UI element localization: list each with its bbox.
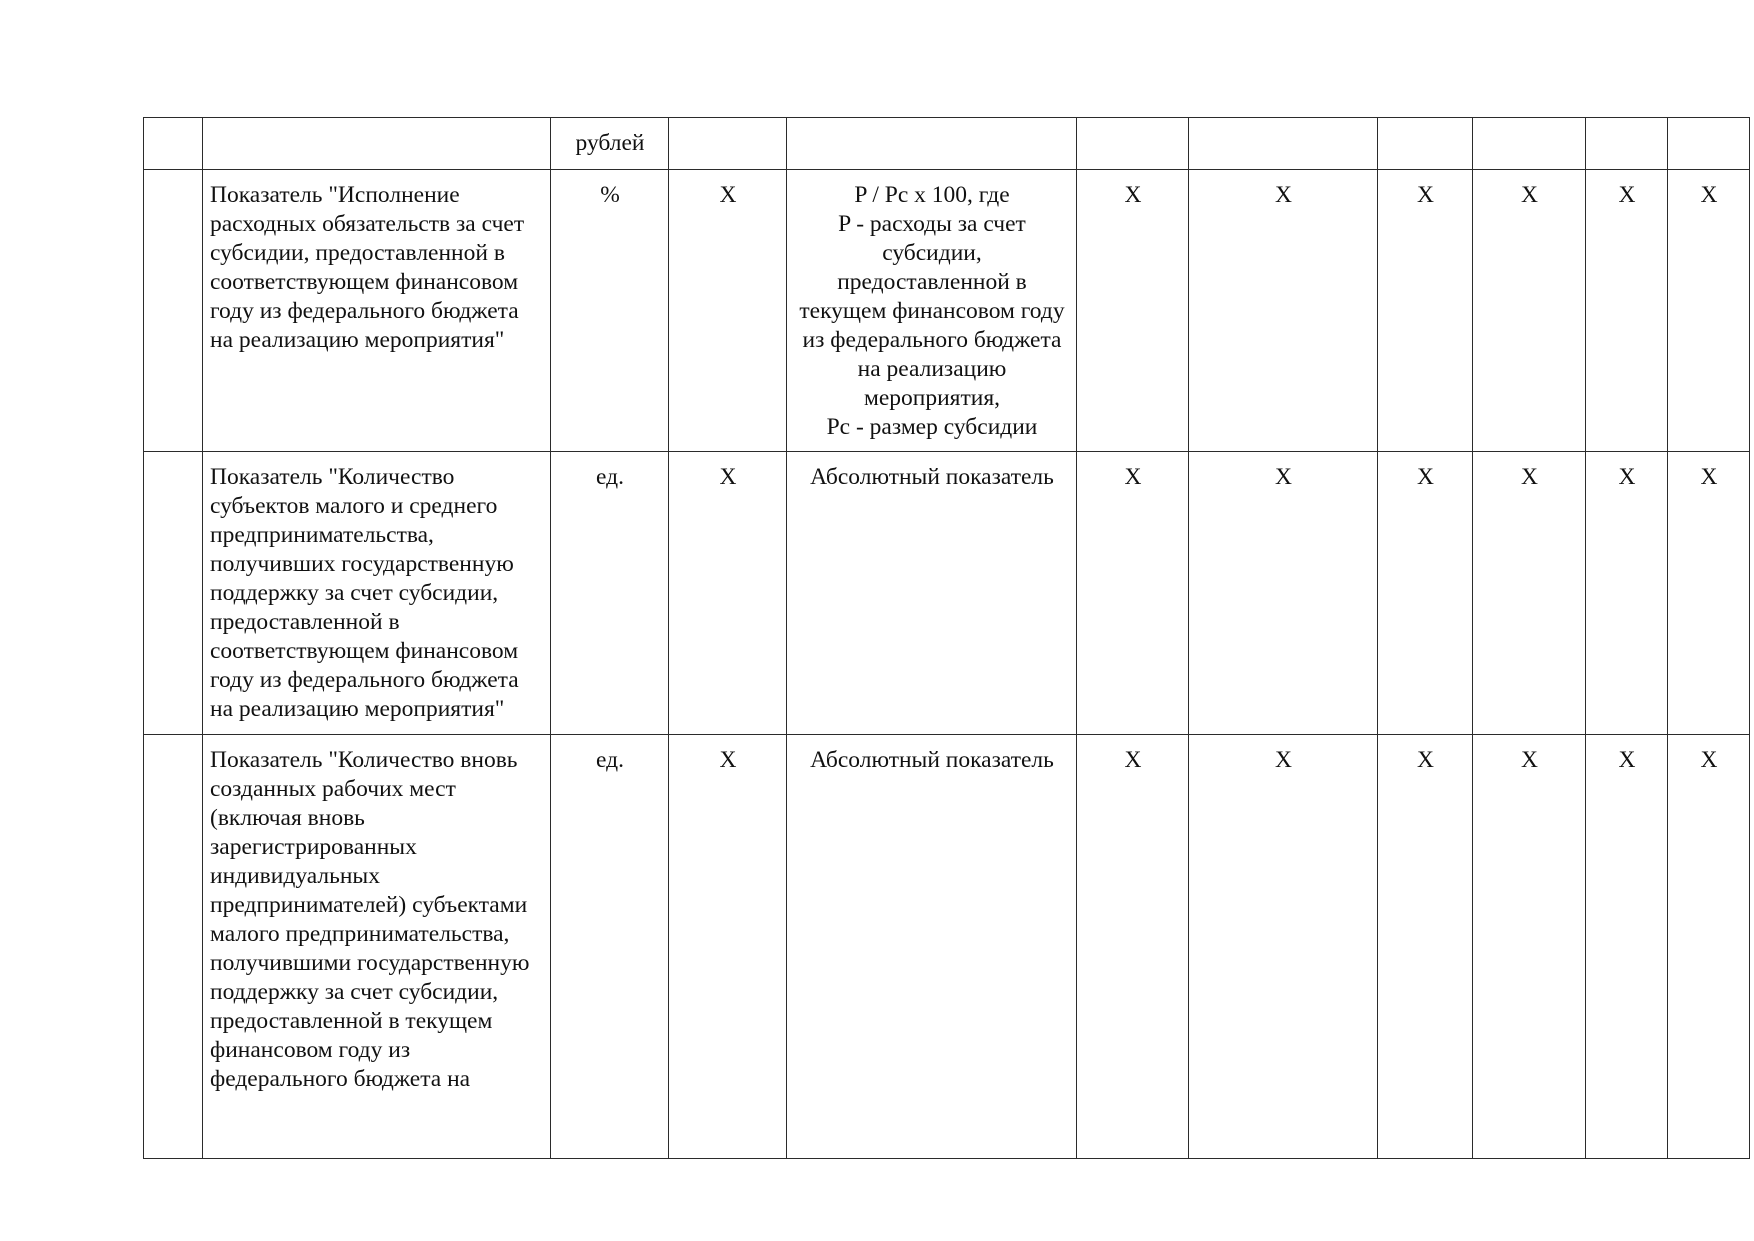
x-mark-cell: X xyxy=(669,735,787,1159)
x-mark-cell: X xyxy=(1586,735,1668,1159)
document-page xyxy=(143,117,1750,1159)
x-mark-cell: X xyxy=(1378,735,1473,1159)
x-mark-cell: X xyxy=(1189,735,1378,1159)
table-row xyxy=(144,735,1750,1159)
table-cell xyxy=(1189,118,1378,170)
row-number-cell xyxy=(144,118,203,170)
formula-line: P / Pc x 100, где xyxy=(854,182,1010,208)
table-row xyxy=(144,170,1750,452)
x-mark-cell: X xyxy=(669,452,787,735)
row-number-cell xyxy=(144,170,203,452)
x-mark-cell: X xyxy=(1077,452,1189,735)
unit-cell: % xyxy=(551,170,669,452)
x-mark-cell: X xyxy=(1668,452,1750,735)
table-row xyxy=(144,452,1750,735)
table-cell xyxy=(669,118,787,170)
row-number-cell xyxy=(144,735,203,1159)
x-mark-cell: X xyxy=(1473,170,1586,452)
x-mark-cell: X xyxy=(1473,735,1586,1159)
x-mark-cell: X xyxy=(1668,735,1750,1159)
unit-cell: ед. xyxy=(551,452,669,735)
table-cell xyxy=(1668,118,1750,170)
indicator-cell xyxy=(203,118,551,170)
method-cell: Абсолютный показатель xyxy=(787,735,1077,1159)
table-row xyxy=(144,118,1750,170)
method-cell: Абсолютный показатель xyxy=(787,452,1077,735)
x-mark-cell: X xyxy=(1473,452,1586,735)
x-mark-cell: X xyxy=(1378,452,1473,735)
unit-cell: ед. xyxy=(551,735,669,1159)
indicator-cell: Показатель "Количество вновь созданных рабочих мест (включая вновь зарегистрированных индивидуальных предпринимателей) субъектами малого предпринимательства, получившими государственную поддержку за счет субсидии, предоставленной в текущем финансовом году из федерального бюджета на xyxy=(203,735,551,1159)
formula-definition: P - расходы за счет субсидии, предоставленной в текущем финансовом году из федерального бюджета на реализацию мероприятия, xyxy=(799,211,1065,411)
x-mark-cell: X xyxy=(1378,170,1473,452)
indicator-cell: Показатель "Количество субъектов малого и среднего предпринимательства, получивших государственную поддержку за счет субсидии, предоставленной в соответствующем финансовом году из федерального бюджета на реализацию мероприятия" xyxy=(203,452,551,735)
table-cell xyxy=(1077,118,1189,170)
row-number-cell xyxy=(144,452,203,735)
table-cell xyxy=(1473,118,1586,170)
method-cell xyxy=(787,170,1077,452)
x-mark-cell: X xyxy=(1077,735,1189,1159)
unit-cell: рублей xyxy=(551,118,669,170)
table-cell xyxy=(1378,118,1473,170)
x-mark-cell: X xyxy=(669,170,787,452)
x-mark-cell: X xyxy=(1189,170,1378,452)
x-mark-cell: X xyxy=(1586,452,1668,735)
formula-definition: Pc - размер субсидии xyxy=(826,414,1038,440)
indicators-table xyxy=(143,117,1750,1159)
table-cell xyxy=(1586,118,1668,170)
method-cell xyxy=(787,118,1077,170)
x-mark-cell: X xyxy=(1586,170,1668,452)
x-mark-cell: X xyxy=(1189,452,1378,735)
indicator-cell: Показатель "Исполнение расходных обязательств за счет субсидии, предоставленной в соответствующем финансовом году из федерального бюджета на реализацию мероприятия" xyxy=(203,170,551,452)
x-mark-cell: X xyxy=(1668,170,1750,452)
x-mark-cell: X xyxy=(1077,170,1189,452)
